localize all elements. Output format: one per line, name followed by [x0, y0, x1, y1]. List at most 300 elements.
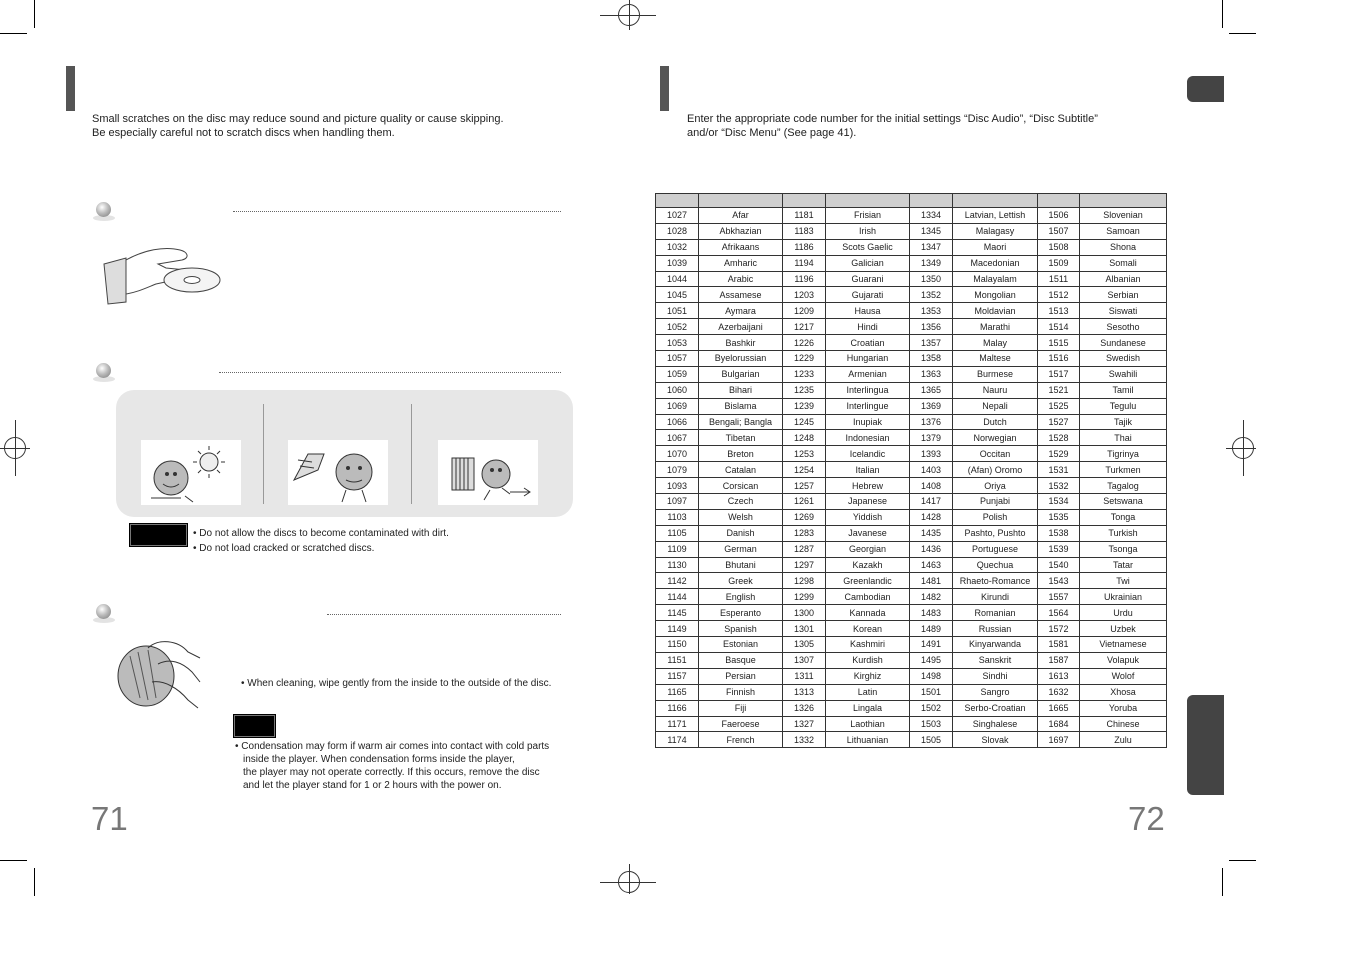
- language-name-cell: Afar: [699, 208, 783, 224]
- language-code-cell: 1171: [656, 716, 699, 732]
- language-code-cell: 1665: [1038, 700, 1080, 716]
- language-name-cell: Tsonga: [1080, 541, 1167, 557]
- language-code-cell: 1217: [783, 319, 826, 335]
- language-name-cell: Sangro: [953, 684, 1038, 700]
- language-name-cell: Lithuanian: [826, 732, 910, 748]
- table-row: [656, 430, 1167, 446]
- language-code-cell: 1353: [910, 303, 953, 319]
- crop-mark: [1229, 860, 1256, 861]
- language-code-cell: 1194: [783, 255, 826, 271]
- language-name-cell: Italian: [826, 462, 910, 478]
- disc-near-heater-illustration: [288, 440, 388, 505]
- language-name-cell: Sundanese: [1080, 335, 1167, 351]
- table-row: [656, 525, 1167, 541]
- language-code-cell: 1257: [783, 478, 826, 494]
- language-name-cell: Volapuk: [1080, 652, 1167, 668]
- language-name-cell: Kurdish: [826, 652, 910, 668]
- language-name-cell: Mongolian: [953, 287, 1038, 303]
- table-header-row: [656, 194, 1167, 208]
- language-name-cell: Malayalam: [953, 271, 1038, 287]
- language-code-cell: 1403: [910, 462, 953, 478]
- language-name-cell: Wolof: [1080, 668, 1167, 684]
- language-name-cell: Portuguese: [953, 541, 1038, 557]
- language-name-cell: Ukrainian: [1080, 589, 1167, 605]
- wiping-disc-icon: [108, 628, 208, 712]
- language-name-cell: Laothian: [826, 716, 910, 732]
- language-name-cell: Azerbaijani: [699, 319, 783, 335]
- language-code-cell: 1539: [1038, 541, 1080, 557]
- language-name-cell: Fiji: [699, 700, 783, 716]
- language-name-cell: Corsican: [699, 478, 783, 494]
- table-row: [656, 414, 1167, 430]
- language-code-cell: 1436: [910, 541, 953, 557]
- language-code-cell: 1298: [783, 573, 826, 589]
- intro-line: Be especially careful not to scratch discs when handling them.: [92, 127, 395, 139]
- language-header: [1080, 194, 1167, 208]
- language-code-cell: 1311: [783, 668, 826, 684]
- language-name-cell: Vietnamese: [1080, 637, 1167, 653]
- language-name-cell: Nepali: [953, 398, 1038, 414]
- cleaning-note: • When cleaning, wipe gently from the inside to the outside of the disc.: [241, 678, 552, 689]
- language-code-cell: 1028: [656, 223, 699, 239]
- language-code-cell: 1345: [910, 223, 953, 239]
- language-code-cell: 1069: [656, 398, 699, 414]
- section-bullet-icon: [96, 202, 111, 217]
- language-name-cell: Serbo-Croatian: [953, 700, 1038, 716]
- language-name-cell: Korean: [826, 621, 910, 637]
- language-code-cell: 1349: [910, 255, 953, 271]
- page-number-right: 72: [1128, 800, 1165, 837]
- language-name-cell: Bulgarian: [699, 366, 783, 382]
- language-name-cell: Guarani: [826, 271, 910, 287]
- language-code-cell: 1166: [656, 700, 699, 716]
- language-code-cell: 1356: [910, 319, 953, 335]
- table-row: [656, 319, 1167, 335]
- language-code-cell: 1305: [783, 637, 826, 653]
- language-code-cell: 1174: [656, 732, 699, 748]
- panel-divider: [411, 404, 412, 504]
- language-code-cell: 1051: [656, 303, 699, 319]
- language-name-cell: Sindhi: [953, 668, 1038, 684]
- language-name-cell: Inupiak: [826, 414, 910, 430]
- language-code-cell: 1327: [783, 716, 826, 732]
- language-name-cell: Thai: [1080, 430, 1167, 446]
- language-code-cell: 1067: [656, 430, 699, 446]
- table-row: [656, 716, 1167, 732]
- language-code-cell: 1203: [783, 287, 826, 303]
- language-code-cell: 1181: [783, 208, 826, 224]
- language-code-cell: 1525: [1038, 398, 1080, 414]
- language-name-cell: Scots Gaelic: [826, 239, 910, 255]
- condensation-line: • Condensation may form if warm air comes into contact with cold parts: [235, 741, 550, 752]
- caution-notes: [193, 527, 573, 555]
- language-code-cell: 1684: [1038, 716, 1080, 732]
- language-code-cell: 1557: [1038, 589, 1080, 605]
- intro-line: Enter the appropriate code number for the initial settings “Disc Audio”, “Disc Subtitle”: [687, 113, 1098, 125]
- language-code-cell: 1334: [910, 208, 953, 224]
- table-row: [656, 589, 1167, 605]
- language-code-cell: 1044: [656, 271, 699, 287]
- chapter-tab-top: [1187, 76, 1224, 102]
- language-name-cell: Tamil: [1080, 382, 1167, 398]
- table-row: [656, 605, 1167, 621]
- table-row: [656, 208, 1167, 224]
- language-code-cell: 1529: [1038, 446, 1080, 462]
- language-name-cell: Latvian, Lettish: [953, 208, 1038, 224]
- language-name-cell: Somali: [1080, 255, 1167, 271]
- language-code-cell: 1352: [910, 287, 953, 303]
- section-divider: [327, 614, 561, 615]
- language-code-cell: 1301: [783, 621, 826, 637]
- language-name-cell: Latin: [826, 684, 910, 700]
- language-code-cell: 1332: [783, 732, 826, 748]
- disc-in-humid-area-illustration: [438, 440, 538, 505]
- language-name-cell: Catalan: [699, 462, 783, 478]
- language-code-cell: 1538: [1038, 525, 1080, 541]
- language-code-cell: 1516: [1038, 351, 1080, 367]
- language-name-cell: Croatian: [826, 335, 910, 351]
- language-code-cell: 1283: [783, 525, 826, 541]
- language-name-cell: Kinyarwanda: [953, 637, 1038, 653]
- language-name-cell: Samoan: [1080, 223, 1167, 239]
- language-name-cell: Galician: [826, 255, 910, 271]
- language-code-cell: 1491: [910, 637, 953, 653]
- language-name-cell: Hausa: [826, 303, 910, 319]
- language-code-cell: 1505: [910, 732, 953, 748]
- language-code-table: [655, 193, 1167, 748]
- language-name-cell: (Afan) Oromo: [953, 462, 1038, 478]
- language-name-cell: English: [699, 589, 783, 605]
- language-code-cell: 1376: [910, 414, 953, 430]
- language-code-cell: 1357: [910, 335, 953, 351]
- disc-in-sunlight-illustration: [141, 440, 241, 505]
- language-code-cell: 1053: [656, 335, 699, 351]
- table-row: [656, 303, 1167, 319]
- language-name-cell: Bhutani: [699, 557, 783, 573]
- table-row: [656, 255, 1167, 271]
- language-code-cell: 1512: [1038, 287, 1080, 303]
- language-code-cell: 1393: [910, 446, 953, 462]
- language-code-cell: 1379: [910, 430, 953, 446]
- language-code-cell: 1157: [656, 668, 699, 684]
- code-header: [910, 194, 953, 208]
- language-code-cell: 1149: [656, 621, 699, 637]
- language-code-cell: 1307: [783, 652, 826, 668]
- language-name-cell: Tegulu: [1080, 398, 1167, 414]
- table-row: [656, 398, 1167, 414]
- language-code-cell: 1587: [1038, 652, 1080, 668]
- language-name-cell: Interlingua: [826, 382, 910, 398]
- language-code-cell: 1513: [1038, 303, 1080, 319]
- language-code-cell: 1509: [1038, 255, 1080, 271]
- language-name-cell: Sesotho: [1080, 319, 1167, 335]
- language-name-cell: Yoruba: [1080, 700, 1167, 716]
- language-code-cell: 1495: [910, 652, 953, 668]
- language-code-cell: 1481: [910, 573, 953, 589]
- language-code-cell: 1482: [910, 589, 953, 605]
- language-name-cell: Slovenian: [1080, 208, 1167, 224]
- language-name-cell: Spanish: [699, 621, 783, 637]
- language-code-cell: 1300: [783, 605, 826, 621]
- table-row: [656, 462, 1167, 478]
- left-intro: [92, 112, 612, 140]
- language-code-cell: 1070: [656, 446, 699, 462]
- condensation-note: [235, 740, 575, 792]
- language-name-cell: Chinese: [1080, 716, 1167, 732]
- language-code-cell: 1428: [910, 509, 953, 525]
- language-code-cell: 1057: [656, 351, 699, 367]
- language-name-cell: Hebrew: [826, 478, 910, 494]
- language-code-cell: 1417: [910, 494, 953, 510]
- language-code-cell: 1105: [656, 525, 699, 541]
- section-bullet-icon: [96, 604, 111, 619]
- language-code-cell: 1408: [910, 478, 953, 494]
- code-header: [783, 194, 826, 208]
- table-row: [656, 637, 1167, 653]
- language-code-cell: 1581: [1038, 637, 1080, 653]
- language-code-cell: 1165: [656, 684, 699, 700]
- language-name-cell: Malay: [953, 335, 1038, 351]
- language-code-cell: 1506: [1038, 208, 1080, 224]
- language-code-cell: 1515: [1038, 335, 1080, 351]
- language-code-cell: 1489: [910, 621, 953, 637]
- language-name-cell: Burmese: [953, 366, 1038, 382]
- language-name-cell: Urdu: [1080, 605, 1167, 621]
- language-name-cell: Afrikaans: [699, 239, 783, 255]
- language-name-cell: Finnish: [699, 684, 783, 700]
- caution-note: • Do not allow the discs to become contaminated with dirt.: [193, 528, 449, 539]
- language-name-cell: Maltese: [953, 351, 1038, 367]
- language-name-cell: Icelandic: [826, 446, 910, 462]
- language-name-cell: Bengali; Bangla: [699, 414, 783, 430]
- caution-note: • Do not load cracked or scratched discs.: [193, 543, 375, 554]
- language-name-cell: Marathi: [953, 319, 1038, 335]
- right-intro: [687, 112, 1167, 140]
- table-row: [656, 684, 1167, 700]
- language-name-cell: Kannada: [826, 605, 910, 621]
- language-name-cell: Gujarati: [826, 287, 910, 303]
- language-code-cell: 1130: [656, 557, 699, 573]
- language-name-cell: Malagasy: [953, 223, 1038, 239]
- language-name-cell: Siswati: [1080, 303, 1167, 319]
- language-name-cell: Tajik: [1080, 414, 1167, 430]
- language-code-cell: 1502: [910, 700, 953, 716]
- language-name-cell: Hindi: [826, 319, 910, 335]
- language-name-cell: Setswana: [1080, 494, 1167, 510]
- section-title-bar: [66, 66, 75, 111]
- table-row: [656, 239, 1167, 255]
- language-name-cell: Yiddish: [826, 509, 910, 525]
- language-name-cell: Punjabi: [953, 494, 1038, 510]
- language-name-cell: Estonian: [699, 637, 783, 653]
- language-name-cell: Aymara: [699, 303, 783, 319]
- language-name-cell: Macedonian: [953, 255, 1038, 271]
- code-header: [1038, 194, 1080, 208]
- table-row: [656, 557, 1167, 573]
- language-code-cell: 1097: [656, 494, 699, 510]
- language-code-cell: 1543: [1038, 573, 1080, 589]
- language-name-cell: Kirundi: [953, 589, 1038, 605]
- table-row: [656, 366, 1167, 382]
- language-code-cell: 1059: [656, 366, 699, 382]
- language-code-cell: 1358: [910, 351, 953, 367]
- language-code-cell: 1229: [783, 351, 826, 367]
- language-name-cell: Zulu: [1080, 732, 1167, 748]
- condensation-line: the player may not operate correctly. If this occurs, remove the disc: [243, 767, 540, 778]
- language-code-cell: 1253: [783, 446, 826, 462]
- language-name-cell: Occitan: [953, 446, 1038, 462]
- language-name-cell: Armenian: [826, 366, 910, 382]
- language-name-cell: Maori: [953, 239, 1038, 255]
- language-code-cell: 1350: [910, 271, 953, 287]
- language-name-cell: Arabic: [699, 271, 783, 287]
- language-code-cell: 1027: [656, 208, 699, 224]
- language-name-cell: Uzbek: [1080, 621, 1167, 637]
- language-code-cell: 1527: [1038, 414, 1080, 430]
- language-code-cell: 1347: [910, 239, 953, 255]
- language-code-cell: 1463: [910, 557, 953, 573]
- language-code-cell: 1521: [1038, 382, 1080, 398]
- language-name-cell: Tagalog: [1080, 478, 1167, 494]
- language-code-cell: 1572: [1038, 621, 1080, 637]
- language-code-cell: 1528: [1038, 430, 1080, 446]
- language-name-cell: Moldavian: [953, 303, 1038, 319]
- language-name-cell: Lingala: [826, 700, 910, 716]
- language-name-cell: Tigrinya: [1080, 446, 1167, 462]
- language-code-cell: 1261: [783, 494, 826, 510]
- language-code-cell: 1186: [783, 239, 826, 255]
- language-name-cell: French: [699, 732, 783, 748]
- section-divider: [233, 211, 561, 212]
- language-code-cell: 1245: [783, 414, 826, 430]
- section-title-bar: [660, 66, 669, 111]
- language-code-cell: 1534: [1038, 494, 1080, 510]
- language-code-cell: 1235: [783, 382, 826, 398]
- crop-mark: [1229, 33, 1256, 34]
- language-header: [826, 194, 910, 208]
- language-code-cell: 1297: [783, 557, 826, 573]
- language-code-cell: 1369: [910, 398, 953, 414]
- language-code-cell: 1151: [656, 652, 699, 668]
- language-name-cell: Tonga: [1080, 509, 1167, 525]
- table-row: [656, 223, 1167, 239]
- language-code-cell: 1254: [783, 462, 826, 478]
- table-row: [656, 700, 1167, 716]
- crop-mark: [34, 868, 35, 896]
- language-name-cell: Twi: [1080, 573, 1167, 589]
- language-code-cell: 1531: [1038, 462, 1080, 478]
- language-code-cell: 1109: [656, 541, 699, 557]
- table-row: [656, 335, 1167, 351]
- language-code-cell: 1299: [783, 589, 826, 605]
- caution-label: [130, 524, 187, 546]
- table-row: [656, 446, 1167, 462]
- language-name-cell: Amharic: [699, 255, 783, 271]
- language-name-cell: Serbian: [1080, 287, 1167, 303]
- language-code-cell: 1514: [1038, 319, 1080, 335]
- language-name-cell: Irish: [826, 223, 910, 239]
- language-code-cell: 1532: [1038, 478, 1080, 494]
- language-code-cell: 1501: [910, 684, 953, 700]
- language-name-cell: Breton: [699, 446, 783, 462]
- language-name-cell: Tibetan: [699, 430, 783, 446]
- language-code-cell: 1142: [656, 573, 699, 589]
- language-name-cell: Tatar: [1080, 557, 1167, 573]
- language-name-cell: Slovak: [953, 732, 1038, 748]
- language-name-cell: Kashmiri: [826, 637, 910, 653]
- language-name-cell: Bihari: [699, 382, 783, 398]
- language-code-cell: 1032: [656, 239, 699, 255]
- language-name-cell: Interlingue: [826, 398, 910, 414]
- language-name-cell: Greek: [699, 573, 783, 589]
- language-name-cell: Byelorussian: [699, 351, 783, 367]
- language-code-cell: 1145: [656, 605, 699, 621]
- language-name-cell: Romanian: [953, 605, 1038, 621]
- language-name-cell: Indonesian: [826, 430, 910, 446]
- section-bullet-icon: [96, 363, 111, 378]
- language-code-cell: 1498: [910, 668, 953, 684]
- crop-mark: [0, 860, 27, 861]
- language-code-cell: 1103: [656, 509, 699, 525]
- language-name-cell: Albanian: [1080, 271, 1167, 287]
- section-divider: [219, 372, 561, 373]
- language-code-cell: 1483: [910, 605, 953, 621]
- language-name-cell: Xhosa: [1080, 684, 1167, 700]
- language-name-cell: Kirghiz: [826, 668, 910, 684]
- table-row: [656, 478, 1167, 494]
- language-code-cell: 1183: [783, 223, 826, 239]
- table-row: [656, 541, 1167, 557]
- language-name-cell: Oriya: [953, 478, 1038, 494]
- language-code-cell: 1093: [656, 478, 699, 494]
- language-name-cell: Sanskrit: [953, 652, 1038, 668]
- language-code-cell: 1613: [1038, 668, 1080, 684]
- language-name-cell: Persian: [699, 668, 783, 684]
- language-code-cell: 1507: [1038, 223, 1080, 239]
- condensation-line: inside the player. When condensation forms inside the player,: [243, 754, 515, 765]
- language-code-cell: 1269: [783, 509, 826, 525]
- table-row: [656, 494, 1167, 510]
- table-row: [656, 668, 1167, 684]
- language-code-cell: 1365: [910, 382, 953, 398]
- language-code-cell: 1313: [783, 684, 826, 700]
- table-row: [656, 382, 1167, 398]
- crop-mark: [1222, 0, 1223, 28]
- language-code-cell: 1508: [1038, 239, 1080, 255]
- language-code-cell: 1144: [656, 589, 699, 605]
- language-name-cell: Kazakh: [826, 557, 910, 573]
- table-row: [656, 573, 1167, 589]
- language-code-cell: 1039: [656, 255, 699, 271]
- language-name-cell: Georgian: [826, 541, 910, 557]
- language-code-cell: 1697: [1038, 732, 1080, 748]
- language-name-cell: Abkhazian: [699, 223, 783, 239]
- language-code-cell: 1287: [783, 541, 826, 557]
- language-name-cell: Pashto, Pushto: [953, 525, 1038, 541]
- language-name-cell: Hungarian: [826, 351, 910, 367]
- language-code-cell: 1326: [783, 700, 826, 716]
- language-code-cell: 1517: [1038, 366, 1080, 382]
- language-name-cell: Norwegian: [953, 430, 1038, 446]
- language-code-cell: 1150: [656, 637, 699, 653]
- language-code-cell: 1564: [1038, 605, 1080, 621]
- note-label: [234, 715, 275, 737]
- table-row: [656, 621, 1167, 637]
- language-code-cell: 1196: [783, 271, 826, 287]
- table-row: [656, 351, 1167, 367]
- language-name-cell: Assamese: [699, 287, 783, 303]
- language-code-cell: 1363: [910, 366, 953, 382]
